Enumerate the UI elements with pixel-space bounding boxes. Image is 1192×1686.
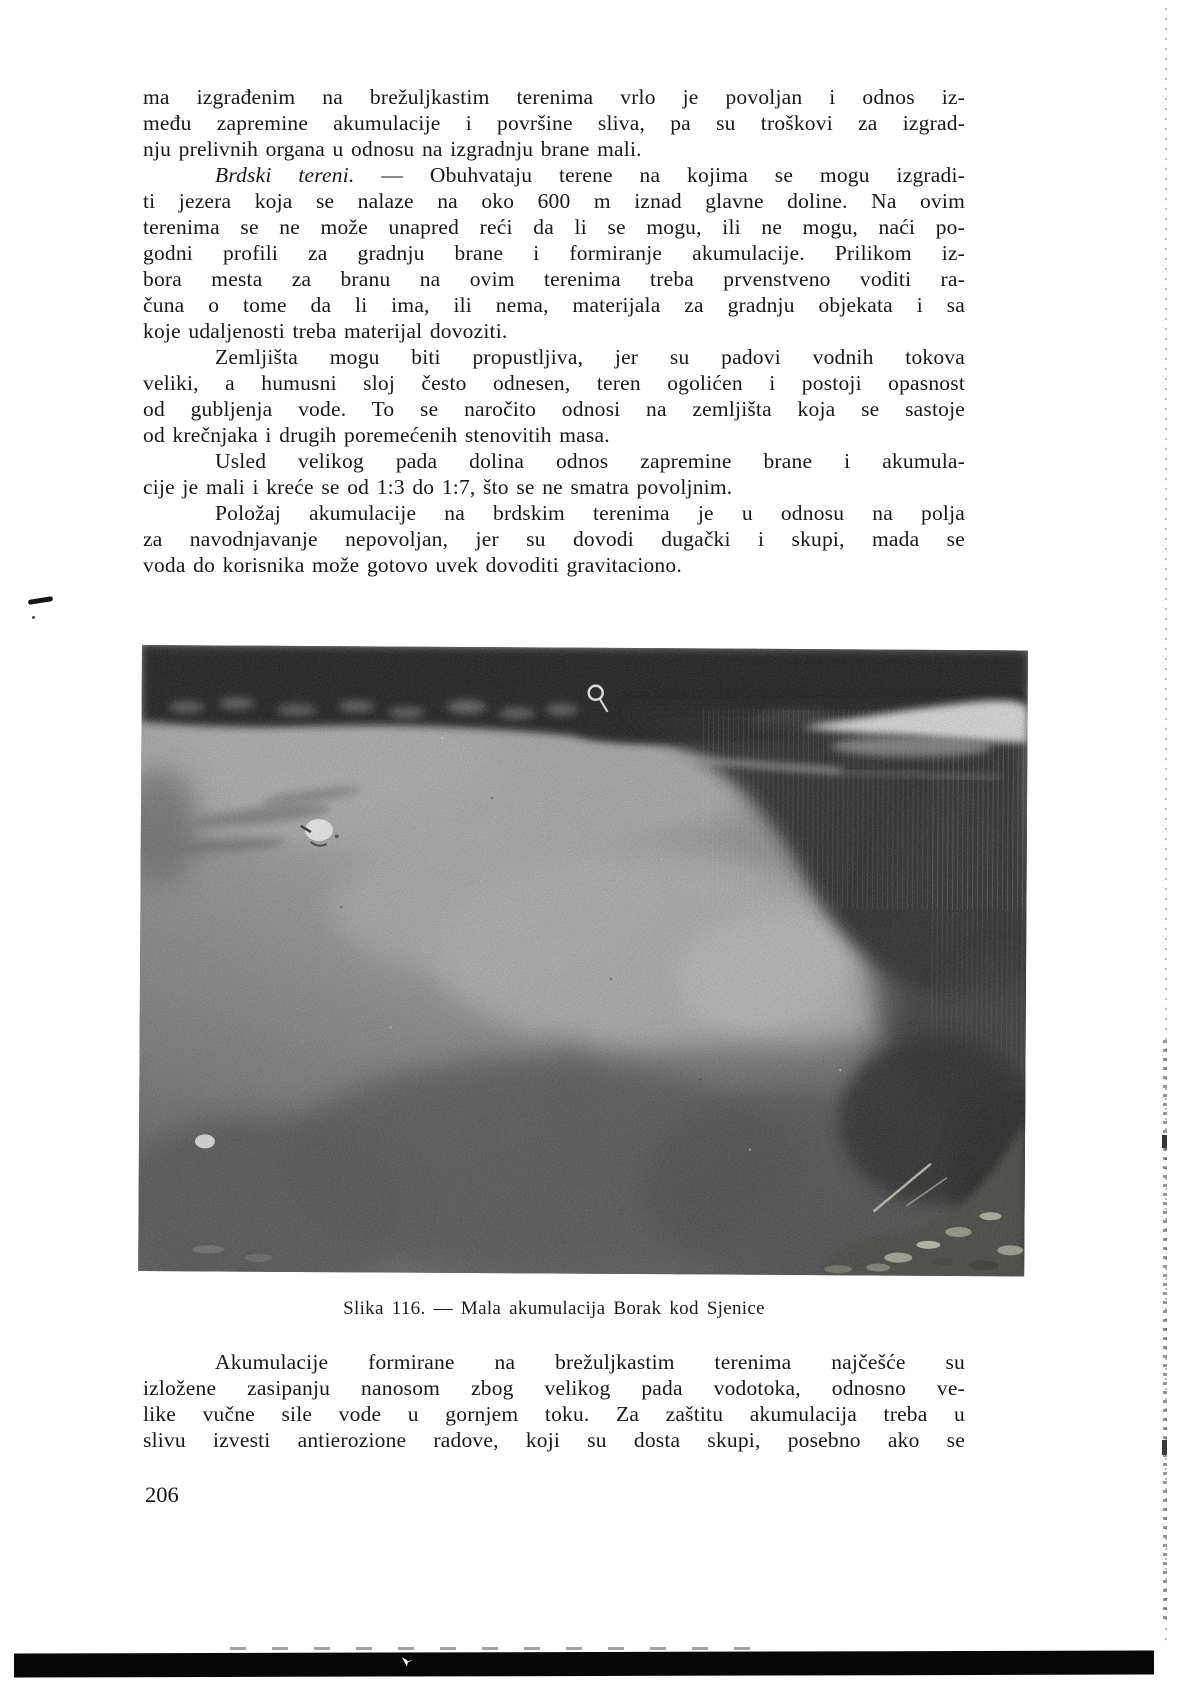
body-text-upper: [143, 84, 965, 578]
text-line: ti jezera koja se nalaze na oko 600 m iznad glavne doline. Na ovim: [143, 189, 965, 213]
text-line: od gubljenja vode. To se naročito odnosi na zemljišta koja se sastoje: [143, 397, 965, 421]
margin-pen-mark: [28, 596, 53, 605]
scan-noise-streak-lower: [1163, 1040, 1167, 1620]
italic-lead-term: Brdski tereni.: [215, 163, 355, 187]
figure-caption: Slika 116. — Mala akumulacija Borak kod Sjenice: [343, 1298, 765, 1319]
page-number: 206: [145, 1482, 179, 1507]
body-text-lower: [143, 1349, 965, 1453]
text-line: koje udaljenosti treba materijal dovoziti.: [143, 319, 508, 343]
margin-speck: [32, 616, 35, 619]
text-line: veliki, a humusni sloj često odnesen, teren ogolićen i postoji opasnost: [143, 371, 965, 395]
text-line: terenima se ne može unapred reći da li se mogu, ili ne mogu, naći po-: [143, 215, 965, 239]
text-line: like vučne sile vode u gornjem toku. Za zaštitu akumulacija treba u: [143, 1402, 965, 1426]
text-line: Brdski tereni. — Obuhvataju terene na kojima se mogu izgradi-: [215, 163, 965, 187]
scan-smudge: [230, 1647, 750, 1650]
text-line: cije je mali i kreće se od 1:3 do 1:7, što se ne smatra povoljnim.: [143, 475, 733, 499]
text-line: za navodnjavanje nepovoljan, jer su dovodi dugački i skupi, mada se: [143, 527, 965, 551]
reservoir-photograph: [138, 645, 1028, 1276]
text-line: nju prelivnih organa u odnosu na izgradnju brane mali.: [143, 137, 642, 161]
text-line: ma izgrađenim na brežuljkastim terenima vrlo je povoljan i odnos iz-: [143, 85, 965, 109]
photo-artwork: [138, 645, 1028, 1276]
text-line: voda do korisnika može gotovo uvek dovoditi gravitaciono.: [143, 553, 682, 577]
text-line: Položaj akumulacije na brdskim terenima je u odnosu na polja: [215, 501, 965, 525]
text-line: Usled velikog pada dolina odnos zapremine brane i akumula-: [215, 449, 965, 473]
text-line: bora mesta za branu na ovim terenima treba prvenstveno voditi ra-: [143, 267, 965, 291]
bottom-black-bar: [14, 1651, 1154, 1678]
text-line: slivu izvesti antierozione radove, koji su dosta skupi, posebno ako se: [143, 1428, 965, 1452]
text-line: među zapremine akumulacije i površine sliva, pa su troškovi za izgrad-: [143, 111, 965, 135]
text-line: od krečnjaka i drugih poremećenih stenovitih masa.: [143, 423, 610, 447]
text-line: izložene zasipanju nanosom zbog velikog pada vodotoka, odnosno ve-: [143, 1376, 965, 1400]
text-line: Akumulacije formirane na brežuljkastim terenima najčešće su: [215, 1350, 965, 1374]
text-line: godni profili za gradnju brane i formiranje akumulacije. Prilikom iz-: [143, 241, 965, 265]
text-line: Zemljišta mogu biti propustljiva, jer su padovi vodnih tokova: [215, 345, 965, 369]
text-line: čuna o tome da li ima, ili nema, materijala za gradnju objekata i sa: [143, 293, 965, 317]
bar-white-notch: [402, 1657, 413, 1666]
